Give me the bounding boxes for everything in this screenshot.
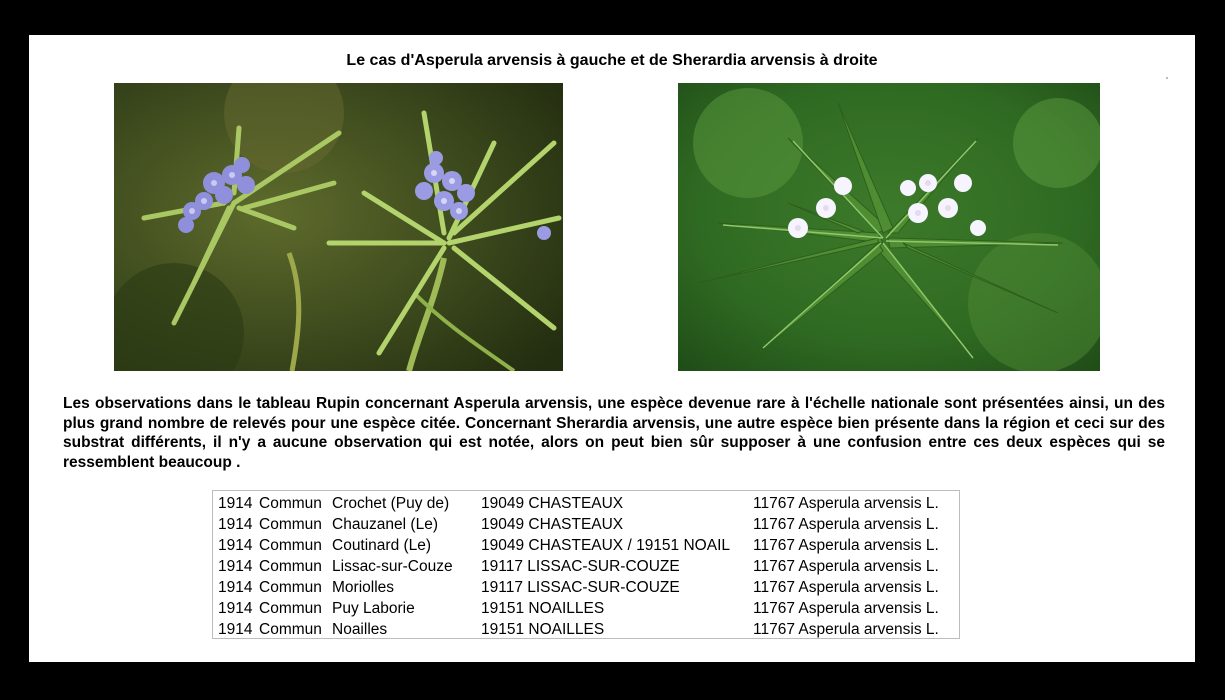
table-row: [213, 493, 959, 514]
place-cell: Coutinard (Le): [332, 537, 432, 554]
table-row: [213, 556, 959, 577]
species-cell: 11767 Asperula arvensis L.: [753, 600, 939, 617]
commune-cell: 19049 CHASTEAUX: [481, 516, 624, 533]
species-cell: 11767 Asperula arvensis L.: [753, 579, 939, 596]
place-cell: Moriolles: [332, 579, 395, 596]
type-cell: Commun: [259, 621, 322, 638]
commune-cell: 19151 NOAILLES: [481, 621, 605, 638]
year-cell: 1914: [218, 516, 253, 533]
commune-cell: 19117 LISSAC-SUR-COUZE: [481, 579, 680, 596]
table-row: [213, 535, 959, 556]
year-cell: 1914: [218, 495, 253, 512]
place-cell: Crochet (Puy de): [332, 495, 450, 512]
commune-cell: 19117 LISSAC-SUR-COUZE: [481, 558, 680, 575]
year-cell: 1914: [218, 558, 253, 575]
year-cell: 1914: [218, 579, 253, 596]
table-row: [213, 619, 959, 640]
commune-cell: 19049 CHASTEAUX: [481, 495, 624, 512]
type-cell: Commun: [259, 600, 322, 617]
type-cell: Commun: [259, 495, 322, 512]
species-cell: 11767 Asperula arvensis L.: [753, 558, 939, 575]
species-cell: 11767 Asperula arvensis L.: [753, 621, 939, 638]
species-cell: 11767 Asperula arvensis L.: [753, 537, 939, 554]
type-cell: Commun: [259, 579, 322, 596]
type-cell: Commun: [259, 537, 322, 554]
commune-cell: 19151 NOAILLES: [481, 600, 605, 617]
place-cell: Noailles: [332, 621, 388, 638]
observation-table: [212, 490, 960, 639]
year-cell: 1914: [218, 621, 253, 638]
year-cell: 1914: [218, 537, 253, 554]
table-row: [213, 598, 959, 619]
document-title: Le cas d'Asperula arvensis à gauche et de Sherardia arvensis à droite: [346, 52, 878, 69]
table-row: [213, 577, 959, 598]
stray-mark: [1166, 77, 1168, 79]
sherardia-arvensis-photo: [678, 83, 1100, 371]
observation-paragraph: Les observations dans le tableau Rupin concernant Asperula arvensis, une espèce devenue rare à l'échelle nationale sont présentées ainsi, un des plus grand nombre de relevés pour une espèce citée. Concernant Sherardia arvensis, une autre espèce bien présente dans la région et ceci sur des substrat différents, il n'y a aucune observation qui est notée, alors on peut bien sûr supposer à une confusion entre ces deux espèces qui se ressemblent beaucoup .: [63, 395, 1165, 471]
type-cell: Commun: [259, 516, 322, 533]
asperula-arvensis-photo: [114, 83, 563, 371]
place-cell: Puy Laborie: [332, 600, 415, 617]
species-cell: 11767 Asperula arvensis L.: [753, 495, 939, 512]
place-cell: Chauzanel (Le): [332, 516, 438, 533]
document-page: [29, 35, 1195, 662]
species-cell: 11767 Asperula arvensis L.: [753, 516, 939, 533]
place-cell: Lissac-sur-Couze: [332, 558, 453, 575]
type-cell: Commun: [259, 558, 322, 575]
commune-cell: 19049 CHASTEAUX / 19151 NOAIL: [481, 537, 730, 554]
year-cell: 1914: [218, 600, 253, 617]
table-row: [213, 514, 959, 535]
